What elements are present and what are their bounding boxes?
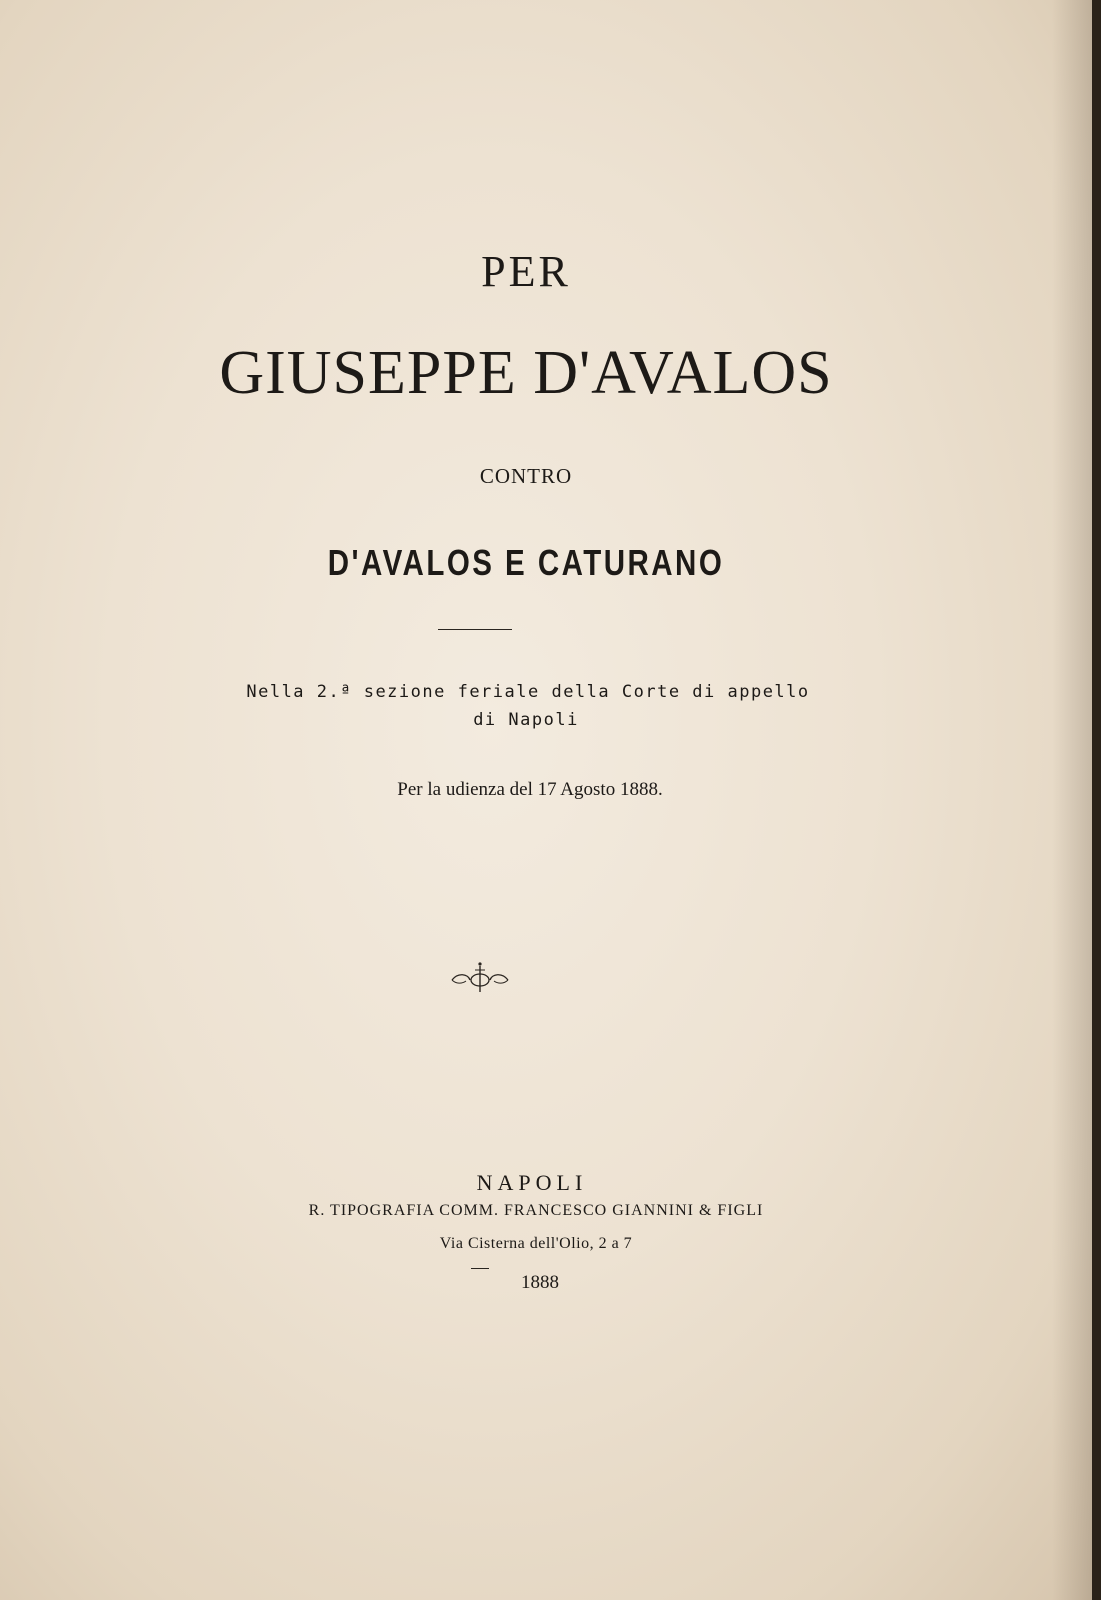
contro-label: CONTRO [479, 464, 573, 488]
imprint-printer: R. TIPOGRAFIA COMM. FRANCESCO GIANNINI & FIGLI [308, 1202, 764, 1219]
imprint-city: NAPOLI [476, 1170, 588, 1195]
year-rule [471, 1268, 489, 1269]
per-heading: PER [481, 247, 571, 296]
imprint-address: Via Cisterna dell'Olio, 2 a 7 [439, 1235, 633, 1252]
divider-rule [438, 629, 512, 630]
fleuron-ornament-icon [444, 960, 516, 994]
opposing-parties: D'AVALOS E CATURANO [327, 542, 725, 583]
court-city: di Napoli [473, 710, 579, 730]
client-name: GIUSEPPE D'AVALOS [219, 339, 833, 407]
court-section: Nella 2.ª sezione feriale della Corte di appello [246, 682, 810, 702]
imprint-year: 1888 [521, 1272, 559, 1293]
hearing-date: Per la udienza del 17 Agosto 1888. [397, 779, 663, 800]
